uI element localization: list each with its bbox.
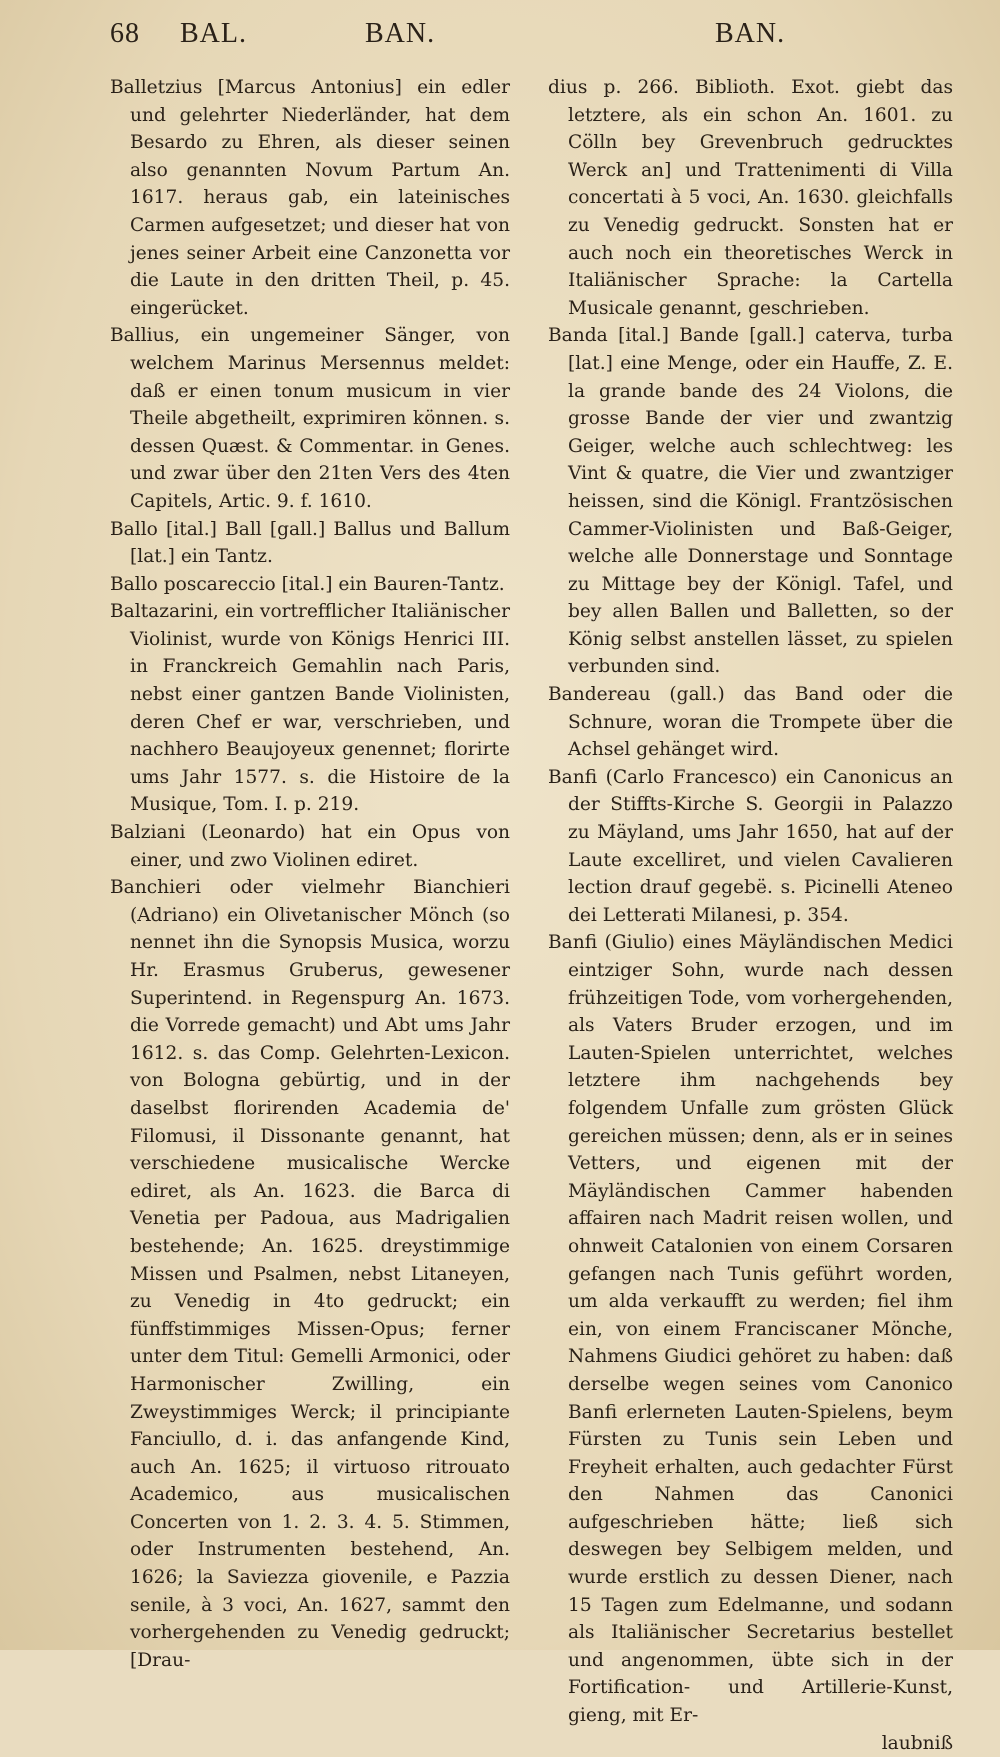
running-header bbox=[110, 18, 960, 58]
dictionary-entry: Ballius, ein ungemeiner Sänger, von welchem Marinus Mersennus meldet: daß er einen tonum musicum in vier Theile abgetheilt, exprimiren können. s. dessen Quæst. & Commentar. in Genes. und zwar über den 21ten Vers des 4ten Capitels, Artic. 9. f. 1610. bbox=[110, 325, 510, 512]
page-number: 68 bbox=[110, 18, 140, 49]
dictionary-entry: Ballo poscareccio [ital.] ein Bauren-Tantz. bbox=[110, 573, 505, 595]
header-keyword-middle: BAN. bbox=[365, 18, 436, 49]
catchword: laubniß bbox=[881, 1732, 953, 1754]
right-column bbox=[548, 74, 953, 1757]
dictionary-entry: Balziani (Leonardo) hat ein Opus von einer, und zwo Violinen ediret. bbox=[110, 822, 510, 871]
dictionary-entry: Banda [ital.] Bande [gall.] caterva, turba [lat.] eine Menge, oder ein Hauffe, Z. E. la grande bande des 24 Violons, die grosse Bande der vier und zwantzig Geiger, welche auch schlechtweg: les Vint & quatre, die Vier und zwantziger heissen, sind die Königl. Frantzösischen Cammer-Violinisten und Baß-Geiger, welche alle Donnerstage und Sonntage zu Mittage bey der Königl. Tafel, und bey allen Ballen und Balletten, so der König selbst anstellen lässet, zu spielen verbunden sind. bbox=[548, 325, 953, 678]
header-keyword-right: BAN. bbox=[715, 18, 786, 49]
dictionary-entry: Ballo [ital.] Ball [gall.] Ballus und Ballum [lat.] ein Tantz. bbox=[110, 518, 510, 568]
dictionary-entry: dius p. 266. Biblioth. Exot. giebt das letztere, als ein schon An. 1601. zu Cölln bey Grevenbruch gedrucktes Werck an] und Trattenimenti di Villa concertati à 5 voci, An. 1630. gleichfalls zu Venedig gedruckt. Sonsten hat er auch noch ein theoretisches Werck in Italiänischer Sprache: la Cartella Musicale genannt, geschrieben. bbox=[548, 77, 953, 319]
header-keyword-left: BAL. bbox=[180, 18, 247, 49]
dictionary-entry: Balletzius [Marcus Antonius] ein edler und gelehrter Niederländer, hat dem Besardo zu Ehren, als dieser seinen also genannten Novum Partum An. 1617. heraus gab, ein lateinisches Carmen aufgesetzet; und dieser hat von jenes seiner Arbeit eine Canzonetta vor die Laute in den dritten Theil, p. 45. eingerücket. bbox=[110, 77, 510, 319]
dictionary-entry: Banfi (Carlo Francesco) ein Canonicus an der Stiffts-Kirche S. Georgii in Palazzo zu Mäyland, ums Jahr 1650, hat auf der Laute excelliret, und vielen Cavalieren lection drauf gegebë. s. Picinelli Ateneo dei Letterati Milanesi, p. 354. bbox=[548, 766, 953, 926]
left-column bbox=[110, 74, 510, 1674]
dictionary-entry: Bandereau (gall.) das Band oder die Schnure, woran die Trompete über die Achsel gehänget wird. bbox=[548, 684, 953, 761]
dictionary-entry: Banfi (Giulio) eines Mäyländischen Medici eintziger Sohn, wurde nach dessen frühzeitigen Tode, vom vorhergehenden, als Vaters Bruder erzogen, und im Lauten-Spielen unterrichtet, welches letztere ihm nachgehends bey folgendem Unfalle zum grösten Glück gereichen müssen; denn, als er in seines Vetters, und eigenen mit der Mäyländischen Cammer habenden affairen nach Madrit reisen wollen, und ohnweit Catalonien von einem Corsaren gefangen nach Tunis geführt worden, um alda verkaufft zu werden; fiel ihm ein, von einem Franciscaner Mönche, Nahmens Giudici gehöret zu haben: daß derselbe wegen seines vom Canonico Banfi erlerneten Lauten-Spielens, beym Fürsten zu Tunis sein Leben und Freyheit erhalten, auch gedachter Fürst den Nahmen das Canonici aufgeschrieben hätte; ließ sich deswegen bey Selbigem melden, und wurde erstlich zu dessen Diener, nach 15 Tagen zum Edelmanne, und sodann als Italiänischer Secretarius bestellet und angenommen, übte sich in der Fortification- und Artillerie-Kunst, gieng, mit Er- bbox=[548, 932, 953, 1727]
dictionary-entry: Baltazarini, ein vortrefflicher Italiänischer Violinist, wurde von Königs Henrici III. in Franckreich Gemahlin nach Paris, nebst einer gantzen Bande Violinisten, deren Chef er war, verschrieben, und nachhero Beaujoyeux genennet; florirte ums Jahr 1577. s. die Histoire de la Musique, Tom. I. p. 219. bbox=[110, 601, 510, 816]
dictionary-entry: Banchieri oder vielmehr Bianchieri (Adriano) ein Olivetanischer Mönch (so nennet ihn die Synopsis Musica, worzu Hr. Erasmus Gruberus, gewesener Superintend. in Regenspurg An. 1673. die Vorrede gemacht) und Abt ums Jahr 1612. s. das Comp. Gelehrten-Lexicon. von Bologna gebürtig, und in der daselbst florirenden Academia de' Filomusi, il Dissonante genannt, hat verschiedene musicalische Wercke ediret, als An. 1623. die Barca di Venetia per Padoua, aus Madrigalien bestehende; An. 1625. dreystimmige Missen und Psalmen, nebst Litaneyen, zu Venedig in 4to gedruckt; ein fünffstimmiges Missen-Opus; ferner unter dem Titul: Gemelli Armonici, oder Harmonischer Zwilling, ein Zweystimmiges Werck; il principiante Fanciullo, d. i. das anfangende Kind, auch An. 1625; il virtuoso ritrouato Academico, aus musicalischen Concerten von 1. 2. 3. 4. 5. Stimmen, oder Instrumenten bestehend, An. 1626; la Saviezza giovenile, e Pazzia senile, à 3 voci, An. 1627, sammt den vorhergehenden zu Venedig gedruckt; [Drau- bbox=[110, 877, 510, 1671]
